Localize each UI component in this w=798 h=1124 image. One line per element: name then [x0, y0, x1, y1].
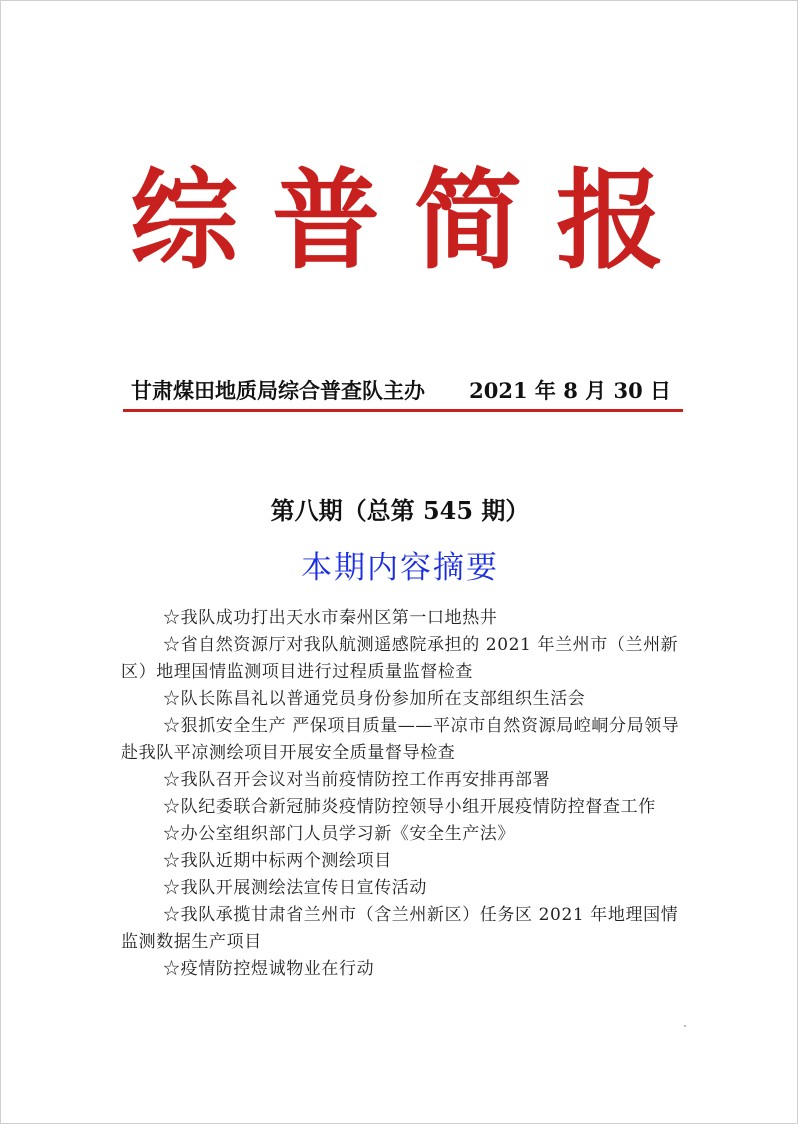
list-item: ☆我队开展测绘法宣传日宣传活动	[163, 878, 428, 898]
list-item: ☆我队近期中标两个测绘项目	[163, 851, 392, 871]
masthead-title: 综普简报	[129, 158, 698, 284]
star-icon: ☆	[163, 959, 181, 979]
star-icon: ☆	[163, 824, 181, 844]
decorative-dot	[684, 1025, 686, 1027]
star-icon: ☆	[163, 689, 181, 709]
red-divider	[123, 409, 683, 412]
list-item: ☆疫情防控煜诚物业在行动	[163, 959, 375, 979]
list-item: ☆狠抓安全生产 严保项目质量——平凉市自然资源局崆峒分局领导赴我队平凉测绘项目开展安全质量督导检查	[121, 716, 680, 763]
list-item: ☆省自然资源厅对我队航测遥感院承担的 2021 年兰州市（兰州新区）地理国情监测项目进行过程质量监督检查	[121, 635, 679, 682]
list-item: ☆办公室组织部门人员学习新《安全生产法》	[163, 824, 516, 844]
star-icon: ☆	[163, 770, 181, 790]
list-item: ☆队纪委联合新冠肺炎疫情防控领导小组开展疫情防控督查工作	[163, 797, 656, 817]
list-item: ☆我队成功打出天水市秦州区第一口地热井	[163, 608, 498, 628]
star-icon: ☆	[163, 797, 181, 817]
star-icon: ☆	[163, 608, 181, 628]
list-item: ☆队长陈昌礼以普通党员身份参加所在支部组织生活会	[163, 689, 586, 709]
star-icon: ☆	[163, 716, 181, 736]
summary-heading: 本期内容摘要	[301, 550, 499, 586]
sponsor-text: 甘肃煤田地质局综合普查队主办	[131, 378, 425, 403]
star-icon: ☆	[163, 905, 181, 925]
list-item: ☆我队召开会议对当前疫情防控工作再安排再部署	[163, 770, 551, 790]
summary-list	[121, 605, 681, 983]
issue-number: 第八期（总第 545 期）	[270, 496, 530, 525]
star-icon: ☆	[163, 878, 181, 898]
list-item: ☆我队承揽甘肃省兰州市（含兰州新区）任务区 2021 年地理国情监测数据生产项目	[121, 905, 679, 952]
star-icon: ☆	[163, 851, 181, 871]
issue-date: 2021 年 8 月 30 日	[469, 378, 671, 403]
star-icon: ☆	[163, 635, 181, 655]
